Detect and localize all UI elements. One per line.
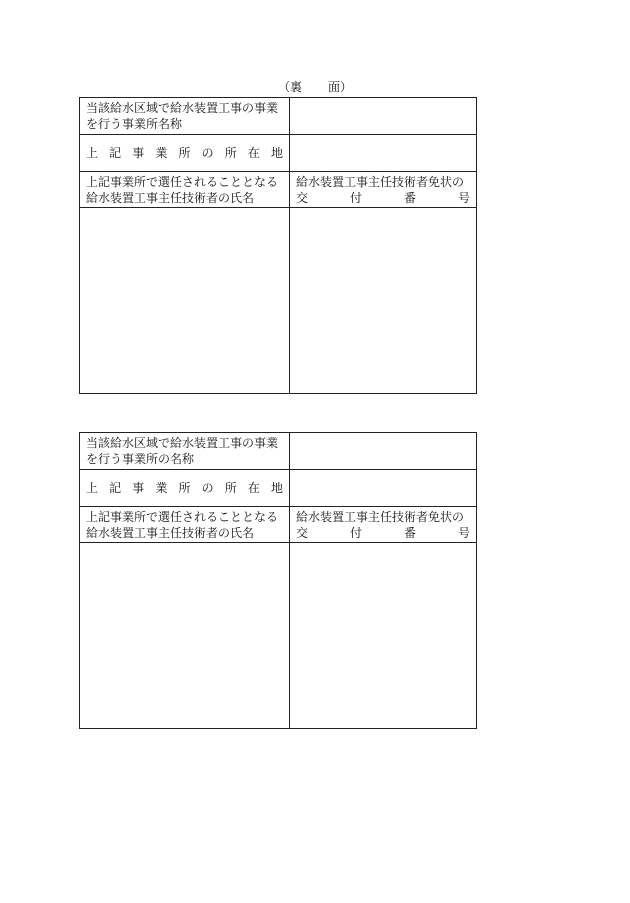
chief-entry-row bbox=[80, 543, 477, 729]
office-form-2 bbox=[79, 432, 477, 729]
office-name-row bbox=[80, 433, 477, 470]
chief-header-row bbox=[80, 507, 477, 543]
office-location-field[interactable] bbox=[290, 135, 477, 172]
office-name-label: 当該給水区域で給水装置工事の事業 を行う事業所名称 bbox=[80, 98, 290, 135]
page-heading bbox=[0, 78, 630, 96]
license-number-field[interactable] bbox=[290, 208, 477, 394]
chief-name-field[interactable] bbox=[80, 208, 290, 394]
office-name-row bbox=[80, 98, 477, 135]
chief-header-row bbox=[80, 172, 477, 208]
office-location-label: 上記事業所の所在地 bbox=[80, 135, 290, 172]
office-location-label: 上記事業所の所在地 bbox=[80, 470, 290, 507]
office-name-label: 当該給水区域で給水装置工事の事業 を行う事業所の名称 bbox=[80, 433, 290, 470]
office-location-row bbox=[80, 470, 477, 507]
heading-close: 面） bbox=[328, 80, 353, 94]
office-location-field[interactable] bbox=[290, 470, 477, 507]
office-name-field[interactable] bbox=[290, 98, 477, 135]
chief-entry-row bbox=[80, 208, 477, 394]
office-form-1 bbox=[79, 97, 477, 394]
office-location-row bbox=[80, 135, 477, 172]
license-number-header: 給水装置工事主任技術者免状の 交付番号 bbox=[290, 172, 477, 208]
chief-name-header: 上記事業所で選任されることとなる 給水装置工事主任技術者の氏名 bbox=[80, 172, 290, 208]
heading-open: （裏 bbox=[277, 80, 302, 94]
office-name-field[interactable] bbox=[290, 433, 477, 470]
license-number-field[interactable] bbox=[290, 543, 477, 729]
license-number-header: 給水装置工事主任技術者免状の 交付番号 bbox=[290, 507, 477, 543]
chief-name-header: 上記事業所で選任されることとなる 給水装置工事主任技術者の氏名 bbox=[80, 507, 290, 543]
chief-name-field[interactable] bbox=[80, 543, 290, 729]
